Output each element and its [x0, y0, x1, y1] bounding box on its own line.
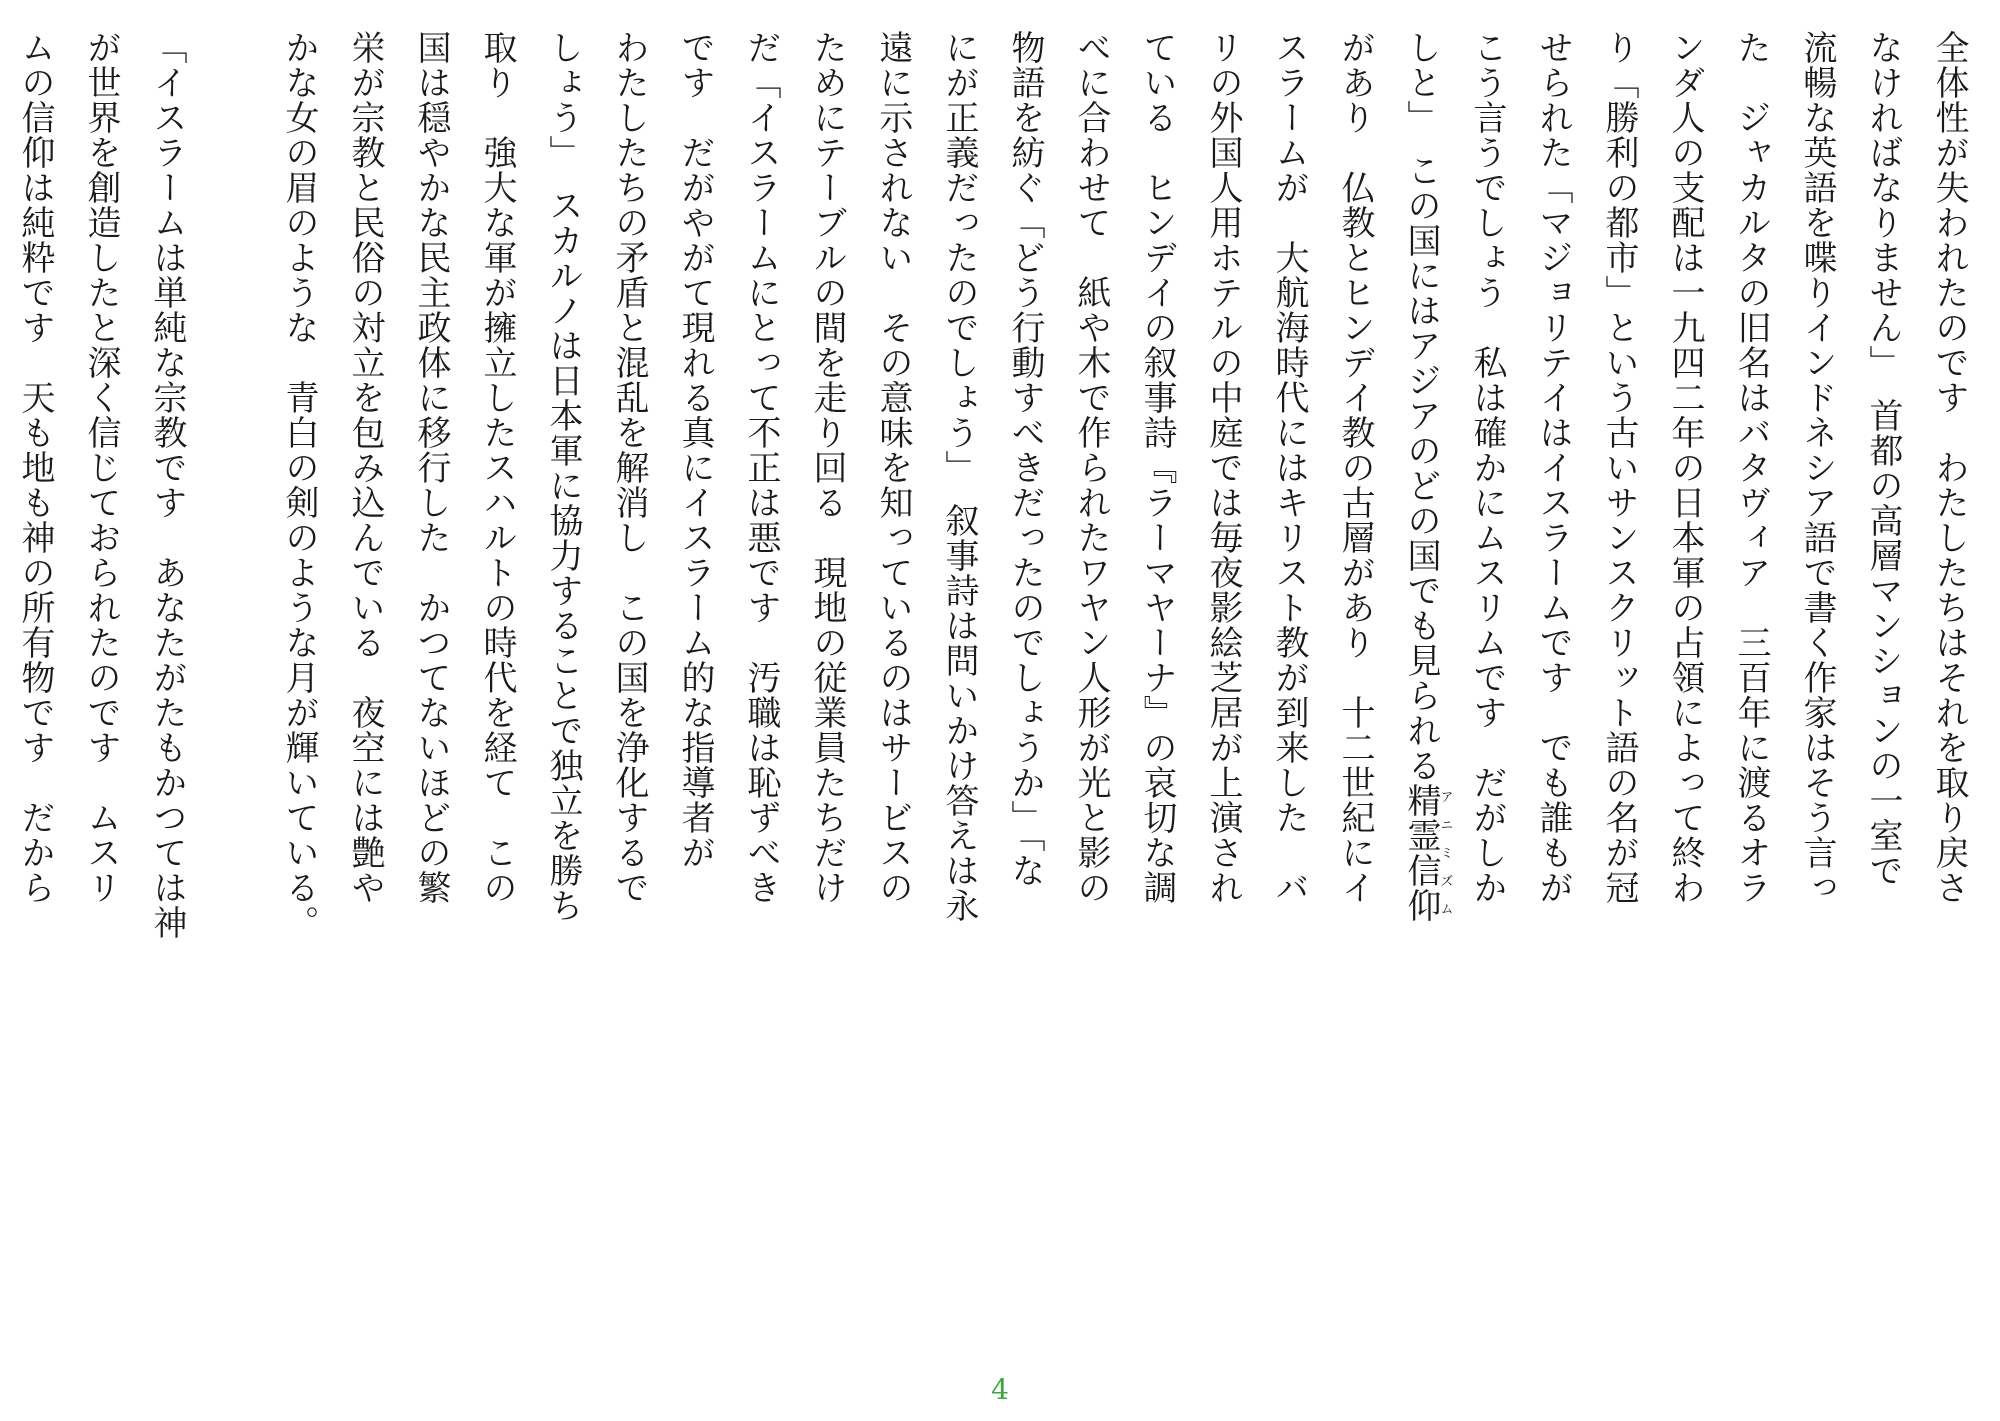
text-column: かな女の眉のような 青白の剣のような月が輝いている。	[279, 30, 319, 940]
text-column: り「勝利の都市」という古いサンスクリット語の名が冠	[1599, 30, 1639, 905]
text-column: 「イスラームは単純な宗教です あなたがたもかつては神	[147, 30, 187, 940]
text-column: 全体性が失われたのです わたしたちはそれを取り戻さ	[1929, 30, 1969, 905]
text-column: にが正義だったのでしょう」 叙事詩は問いかけ答えは永	[939, 30, 979, 923]
ruby-annotation	[1401, 783, 1453, 923]
text-column: しょう」 スカルノは日本軍に協力することで独立を勝ち	[543, 30, 583, 923]
text-column: 取り 強大な軍が擁立したスハルトの時代を経て この	[477, 30, 517, 905]
column-text: しと」 この国にはアジアのどの国でも見られる	[1401, 30, 1441, 783]
text-column: わたしたちの矛盾と混乱を解消し この国を浄化するで	[609, 30, 649, 905]
text-column: ンダ人の支配は一九四二年の日本軍の占領によって終わ	[1665, 30, 1705, 905]
text-column: 物語を紡ぐ「どう行動すべきだったのでしょうか」「な	[1005, 30, 1045, 888]
ruby-base: 精霊信仰	[1401, 783, 1441, 923]
text-column: 国は穏やかな民主政体に移行した かつてないほどの繁	[411, 30, 451, 905]
text-column: スラームが 大航海時代にはキリスト教が到来した バ	[1269, 30, 1309, 905]
ruby-reading: アニミズム	[1437, 783, 1453, 923]
text-column-with-ruby	[1388, 30, 1454, 923]
paragraph-break	[200, 30, 266, 900]
text-column: 遠に示されない その意味を知っているのはサービスの	[873, 30, 913, 905]
text-column: です だがやがて現れる真にイスラーム的な指導者が	[675, 30, 715, 870]
text-column: ムの信仰は純粋です 天も地も神の所有物です だから	[15, 30, 55, 905]
text-column: ている ヒンデイの叙事詩『ラーマヤーナ』の哀切な調	[1137, 30, 1177, 905]
text-column: が世界を創造したと深く信じておられたのです ムスリ	[81, 30, 121, 905]
text-column: だ「イスラームにとって不正は悪です 汚職は恥ずべき	[741, 30, 781, 905]
text-column: こう言うでしょう 私は確かにムスリムです だがしか	[1467, 30, 1507, 905]
page-number: 4	[991, 1373, 1009, 1406]
text-column: 流暢な英語を喋りインドネシア語で書く作家はそう言っ	[1797, 30, 1837, 905]
text-column: があり 仏教とヒンデイ教の古層があり 十二世紀にイ	[1335, 30, 1375, 905]
text-column: 栄が宗教と民俗の対立を包み込んでいる 夜空には艶や	[345, 30, 385, 905]
vertical-text-body	[12, 30, 1982, 940]
text-column: せられた「マジョリテイはイスラームです でも誰もが	[1533, 30, 1573, 905]
text-column: リの外国人用ホテルの中庭では毎夜影絵芝居が上演され	[1203, 30, 1243, 905]
text-column: べに合わせて 紙や木で作られたワヤン人形が光と影の	[1071, 30, 1111, 905]
text-column	[0, 30, 2, 900]
text-column: た ジャカルタの旧名はバタヴィア 三百年に渡るオラ	[1731, 30, 1771, 905]
text-column: ためにテーブルの間を走り回る 現地の従業員たちだけ	[807, 30, 847, 905]
text-column: なければなりません」 首都の高層マンションの一室で	[1863, 30, 1903, 888]
